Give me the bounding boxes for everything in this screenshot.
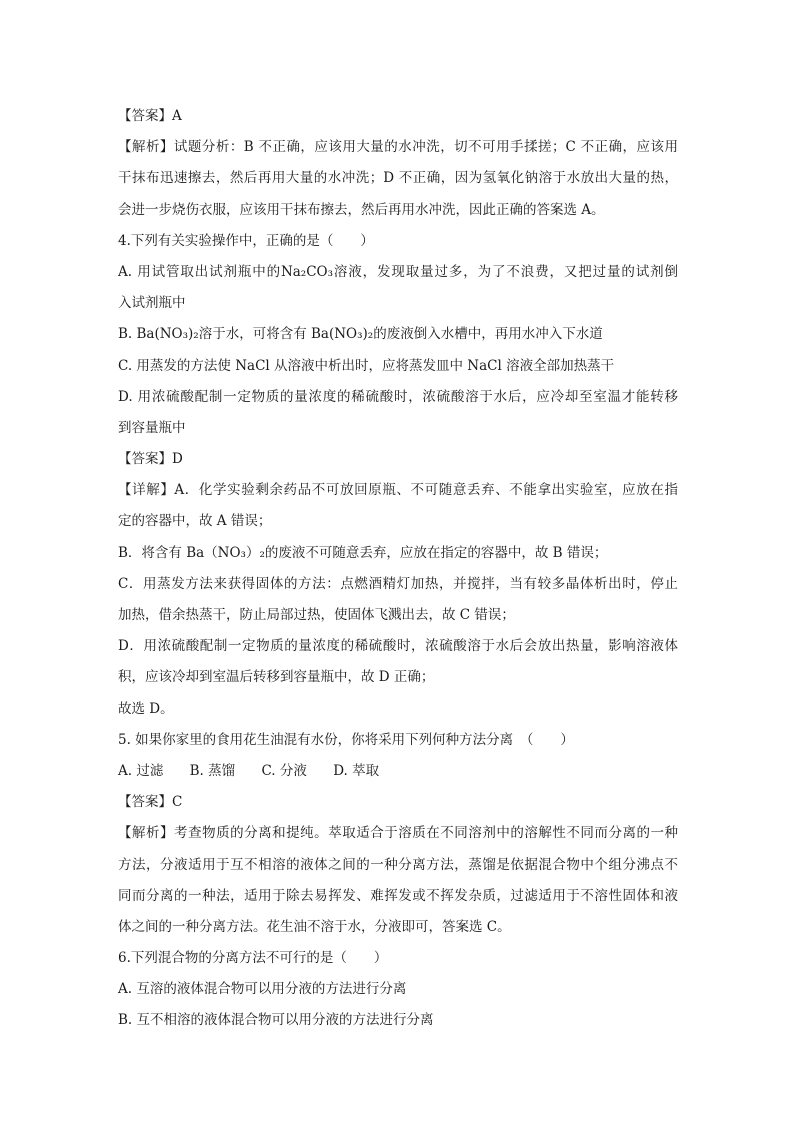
explanation-line: C．用蒸发方法来获得固体的方法：点燃酒精灯加热，并搅拌，当有较多晶体析出时，停止	[118, 575, 678, 592]
question-6-option-a: A. 互溶的液体混合物可以用分液的方法进行分离	[118, 981, 407, 998]
question-4-option-d-cont: 到容量瓶中	[118, 419, 186, 436]
analysis-line: 会进一步烧伤衣服，应该用干抹布擦去，然后再用水冲洗，因此正确的答案选 A。	[118, 201, 605, 218]
question-6-stem: 6.下列混合物的分离方法不可行的是（ ）	[118, 950, 388, 967]
question-5-option-a: A. 过滤	[118, 762, 164, 779]
question-4-option-d: D. 用浓硫酸配制一定物质的量浓度的稀硫酸时，浓硫酸溶于水后，应冷却至室温才能转移	[118, 388, 678, 405]
question-5-option-d: D. 萃取	[333, 762, 380, 779]
question-4-option-b: B. Ba(NO₃)₂溶于水，可将含有 Ba(NO₃)₂的废液倒入水槽中，再用水冲入下水道	[118, 326, 603, 343]
explanation-conclusion: 故选 D。	[118, 700, 174, 717]
question-4-option-c: C. 用蒸发的方法使 NaCl 从溶液中析出时，应将蒸发皿中 NaCl 溶液全部加热蒸干	[118, 357, 615, 374]
answer-label-q4: 【答案】D	[118, 451, 183, 468]
analysis-line: 方法，分液适用于互不相溶的液体之间的一种分离方法，蒸馏是依据混合物中个组分沸点不	[118, 856, 678, 873]
explanation-line: B．将含有 Ba（NO₃）₂的废液不可随意丢弃，应放在指定的容器中，故 B 错误；	[118, 544, 608, 561]
analysis-line: 【解析】试题分析：B 不正确，应该用大量的水冲洗，切不可用手揉搓；C 不正确，应该用	[118, 139, 678, 156]
explanation-line: 积，应该冷却到室温后转移到容量瓶中，故 D 正确；	[118, 669, 435, 686]
question-6-option-b: B. 互不相溶的液体混合物可以用分液的方法进行分离	[118, 1012, 434, 1029]
explanation-line: 【详解】A．化学实验剩余药品不可放回原瓶、不可随意丢弃、不能拿出实验室，应放在指	[118, 482, 678, 499]
answer-label-q3: 【答案】A	[118, 108, 182, 124]
analysis-line: 干抹布迅速擦去，然后再用大量的水冲洗；D 不正确，因为氢氧化钠溶于水放出大量的热，	[118, 170, 678, 187]
explanation-line: 定的容器中，故 A 错误；	[118, 513, 272, 530]
page-content	[118, 101, 678, 1037]
question-5-stem: 5. 如果你家里的食用花生油混有水份，你将采用下列何种方法分离 （ ）	[118, 731, 574, 748]
question-4-option-a: A. 用试管取出试剂瓶中的Na₂CO₃溶液，发现取量过多，为了不浪费，又把过量的试剂倒	[118, 263, 678, 280]
question-5-option-b: B. 蒸馏	[189, 762, 236, 779]
answer-label-q5: 【答案】C	[118, 794, 183, 811]
question-4-stem: 4.下列有关实验操作中，正确的是（ ）	[118, 232, 374, 249]
question-5-options	[118, 756, 678, 787]
question-4-option-a-cont: 入试剂瓶中	[118, 295, 186, 312]
explanation-line: D．用浓硫酸配制一定物质的量浓度的稀硫酸时，浓硫酸溶于水后会放出热量，影响溶液体	[118, 638, 678, 655]
question-5-option-c: C. 分液	[261, 762, 307, 779]
analysis-line: 体之间的一种分离方法。花生油不溶于水，分液即可，答案选 C。	[118, 918, 511, 935]
analysis-line: 同而分离的一种法，适用于除去易挥发、难挥发或不挥发杂质，过滤适用于不溶性固体和液	[118, 887, 678, 904]
explanation-line: 加热，借余热蒸干，防止局部过热，使固体飞溅出去，故 C 错误；	[118, 607, 515, 623]
analysis-line: 【解析】考查物质的分离和提纯。萃取适合于溶质在不同溶剂中的溶解性不同而分离的一种	[118, 825, 678, 842]
